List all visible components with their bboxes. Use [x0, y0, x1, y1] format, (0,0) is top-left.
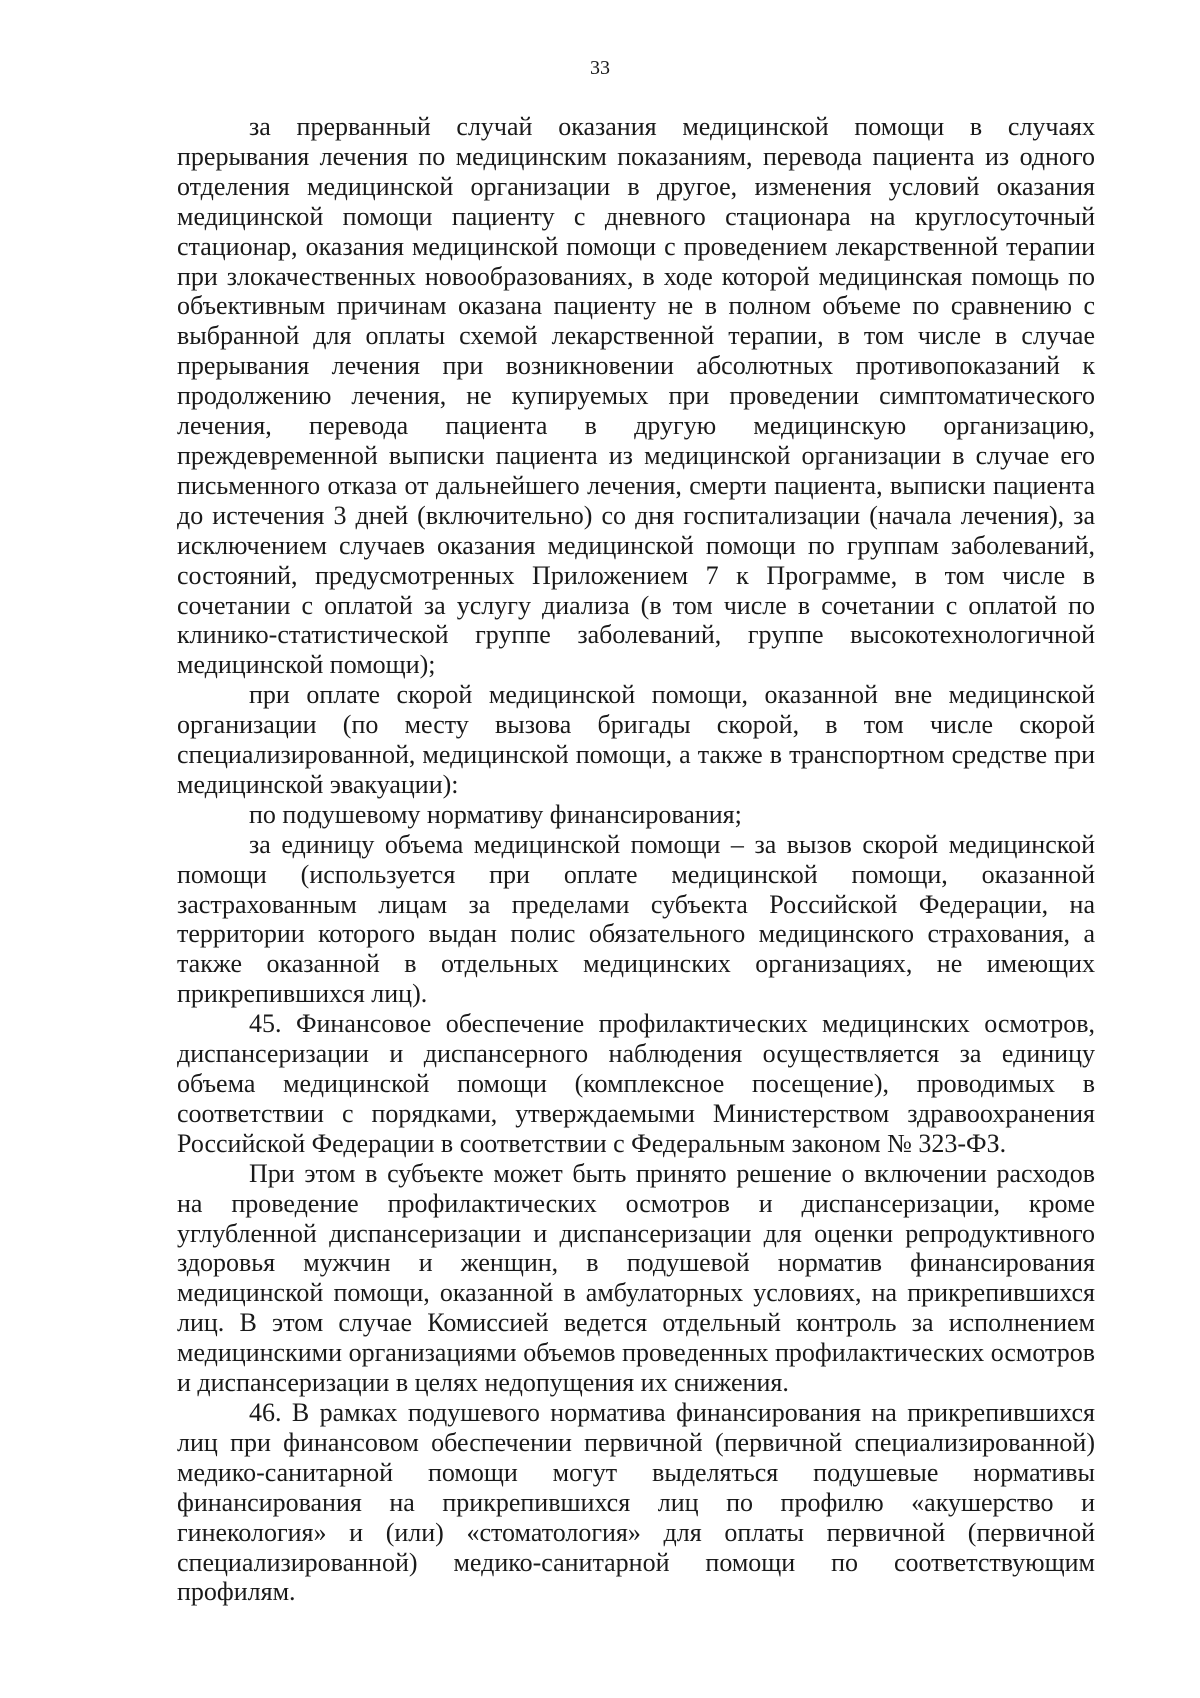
- paragraph-item-46: 46. В рамках подушевого норматива финансирования на прикрепившихся лиц при финансовом обеспечении первичной (первичной специализированной) медико-санитарной помощи могут выделяться подушевые нормативы финансирования на прикрепившихся лиц по профилю «акушерство и гинекология» и (или) «стоматология» для оплаты первичной (первичной специализированной) медико-санитарной помощи по соответствующим профилям.: [177, 1397, 1095, 1607]
- paragraph-subject-decision: При этом в субъекте может быть принято решение о включении расходов на проведение профилактических осмотров и диспансеризации, кроме углубленной диспансеризации и диспансеризации для оценки репродуктивного здоровья мужчин и женщин, в подушевой норматив финансирования медицинской помощи, оказанной в амбулаторных условиях, на прикрепившихся лиц. В этом случае Комиссией ведется отдельный контроль за исполнением медицинскими организациями объемов проведенных профилактических осмотров и диспансеризации в целях недопущения их снижения.: [177, 1158, 1095, 1398]
- page-number: 33: [590, 57, 610, 79]
- paragraph-interrupted-case: за прерванный случай оказания медицинской помощи в случаях прерывания лечения по медицинским показаниям, перевода пациента из одного отделения медицинской организации в другое, изменения условий оказания медицинской помощи пациенту с дневного стационара на круглосуточный стационар, оказания медицинской помощи с проведением лекарственной терапии при злокачественных новообразованиях, в ходе которой медицинская помощь по объективным причинам оказана пациенту не в полном объеме по сравнению с выбранной для оплаты схемой лекарственной терапии, в том числе в случае прерывания лечения при возникновении абсолютных противопоказаний к продолжению лечения, не купируемых при проведении симптоматического лечения, перевода пациента в другую медицинскую организацию, преждевременной выписки пациента из медицинской организации в случае его письменного отказа от дальнейшего лечения, смерти пациента, выписки пациента до истечения 3 дней (включительно) со дня госпитализации (начала лечения), за исключением случаев оказания медицинской помощи по группам заболеваний, состояний, предусмотренных Приложением 7 к Программе, в том числе в сочетании с оплатой за услугу диализа (в том числе в сочетании с оплатой по клинико-статистической группе заболеваний, группе высокотехнологичной медицинской помощи);: [177, 112, 1095, 680]
- paragraph-ambulance-payment: при оплате скорой медицинской помощи, оказанной вне медицинской организации (по месту вызова бригады скорой, в том числе скорой специализированной, медицинской помощи, а также в транспортном средстве при медицинской эвакуации):: [177, 680, 1095, 799]
- paragraph-per-capita-norm: по подушевому нормативу финансирования;: [249, 799, 742, 829]
- paragraph-per-unit-call: за единицу объема медицинской помощи – за вызов скорой медицинской помощи (используется при оплате медицинской помощи, оказанной застрахованным лицам за пределами субъекта Российской Федерации, на территории которого выдан полис обязательного медицинского страхования, а также оказанной в отдельных медицинских организациях, не имеющих прикрепившихся лиц).: [177, 829, 1095, 1009]
- paragraph-item-45: 45. Финансовое обеспечение профилактических медицинских осмотров, диспансеризации и диспансерного наблюдения осуществляется за единицу объема медицинской помощи (комплексное посещение), проводимых в соответствии с порядками, утверждаемыми Министерством здравоохранения Российской Федерации в соответствии с Федеральным законом № 323-ФЗ.: [177, 1009, 1095, 1158]
- document-body: [177, 112, 1095, 1607]
